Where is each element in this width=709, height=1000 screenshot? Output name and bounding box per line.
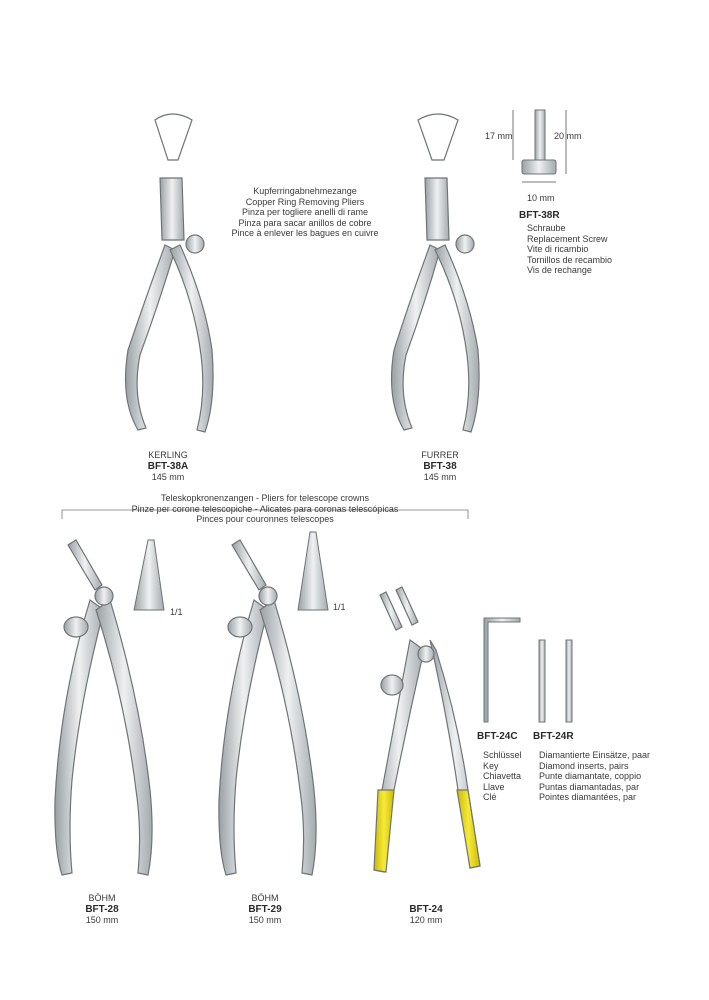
description-line: Copper Ring Removing Pliers (245, 196, 365, 207)
replacement-screw-image (513, 110, 566, 182)
screw-dim-10: 10 mm (527, 193, 555, 203)
description-line: Vite di ricambio (527, 244, 589, 254)
key-description (483, 750, 522, 803)
inserts-code: BFT-24R (533, 731, 574, 742)
key-and-inserts-images (484, 618, 572, 722)
description-line: Replacement Screw (527, 233, 608, 244)
screw-description (527, 223, 612, 276)
product-size: 145 mm (423, 472, 457, 482)
furrer-pliers-image (392, 114, 480, 432)
kerling-pliers-image (126, 114, 214, 432)
product-size: 145 mm (151, 472, 185, 482)
furrer-caption (421, 450, 459, 483)
bohm-29-caption (248, 893, 281, 926)
copper-ring-description (231, 186, 378, 239)
description-line: Kupferringabnehmezange (253, 186, 357, 196)
product-code: BFT-29 (248, 904, 282, 915)
kerling-caption (148, 450, 189, 483)
product-size: 150 mm (248, 915, 282, 925)
description-line: Diamantierte Einsätze, paar (539, 750, 651, 760)
description-line: Pince à enlever les bagues en cuivre (231, 228, 379, 238)
description-line: Chiavetta (483, 771, 522, 781)
description-line: Schlüssel (483, 750, 522, 760)
product-name: BÖHM (251, 893, 279, 903)
bft-24-pliers-image (374, 587, 480, 872)
screw-dim-20: 20 mm (554, 131, 582, 141)
heading-line: Pinze per corone telescopiche - Alicates para coronas telescópicas (131, 503, 399, 514)
description-line: Pointes diamantées, par (539, 792, 637, 802)
description-line: Vis de rechange (527, 265, 592, 275)
product-size: 120 mm (409, 915, 443, 925)
bohm-29-tip-detail (298, 532, 328, 610)
product-code: BFT-24 (409, 904, 443, 915)
product-code: BFT-38 (423, 461, 457, 472)
description-line: Key (483, 760, 499, 771)
heading-line: Pinces pour couronnes telescopes (196, 514, 334, 524)
product-code: BFT-38A (147, 461, 189, 472)
bohm-28-caption (85, 893, 118, 926)
product-name: FURRER (421, 450, 459, 460)
description-line: Clé (483, 792, 497, 802)
product-name: KERLING (148, 450, 188, 460)
bft-24-caption (409, 904, 442, 926)
product-size: 150 mm (85, 915, 119, 925)
product-code: BFT-28 (85, 904, 119, 915)
description-line: Diamond inserts, pairs (539, 760, 629, 771)
screw-dim-17: 17 mm (485, 131, 513, 141)
telescope-heading (132, 493, 399, 525)
description-line: Llave (483, 781, 505, 792)
bohm-28-tip-detail (134, 540, 164, 610)
description-line: Tornillos de recambio (527, 254, 613, 265)
description-line: Schraube (527, 223, 566, 233)
scale-label-bohm29: 1/1 (333, 602, 346, 612)
description-line: Pinza per togliere anelli di rame (241, 207, 369, 217)
scale-label-bohm28: 1/1 (170, 607, 183, 617)
description-line: Pinza para sacar anillos de cobre (238, 217, 372, 228)
screw-code: BFT-38R (519, 210, 560, 221)
product-name: BÖHM (88, 893, 116, 903)
inserts-description (539, 750, 650, 803)
description-line: Punte diamantate, coppio (539, 771, 642, 781)
description-line: Puntas diamantadas, par (539, 781, 640, 792)
heading-line: Teleskopkronenzangen - Pliers for telescope crowns (160, 493, 370, 503)
key-code: BFT-24C (477, 731, 518, 742)
